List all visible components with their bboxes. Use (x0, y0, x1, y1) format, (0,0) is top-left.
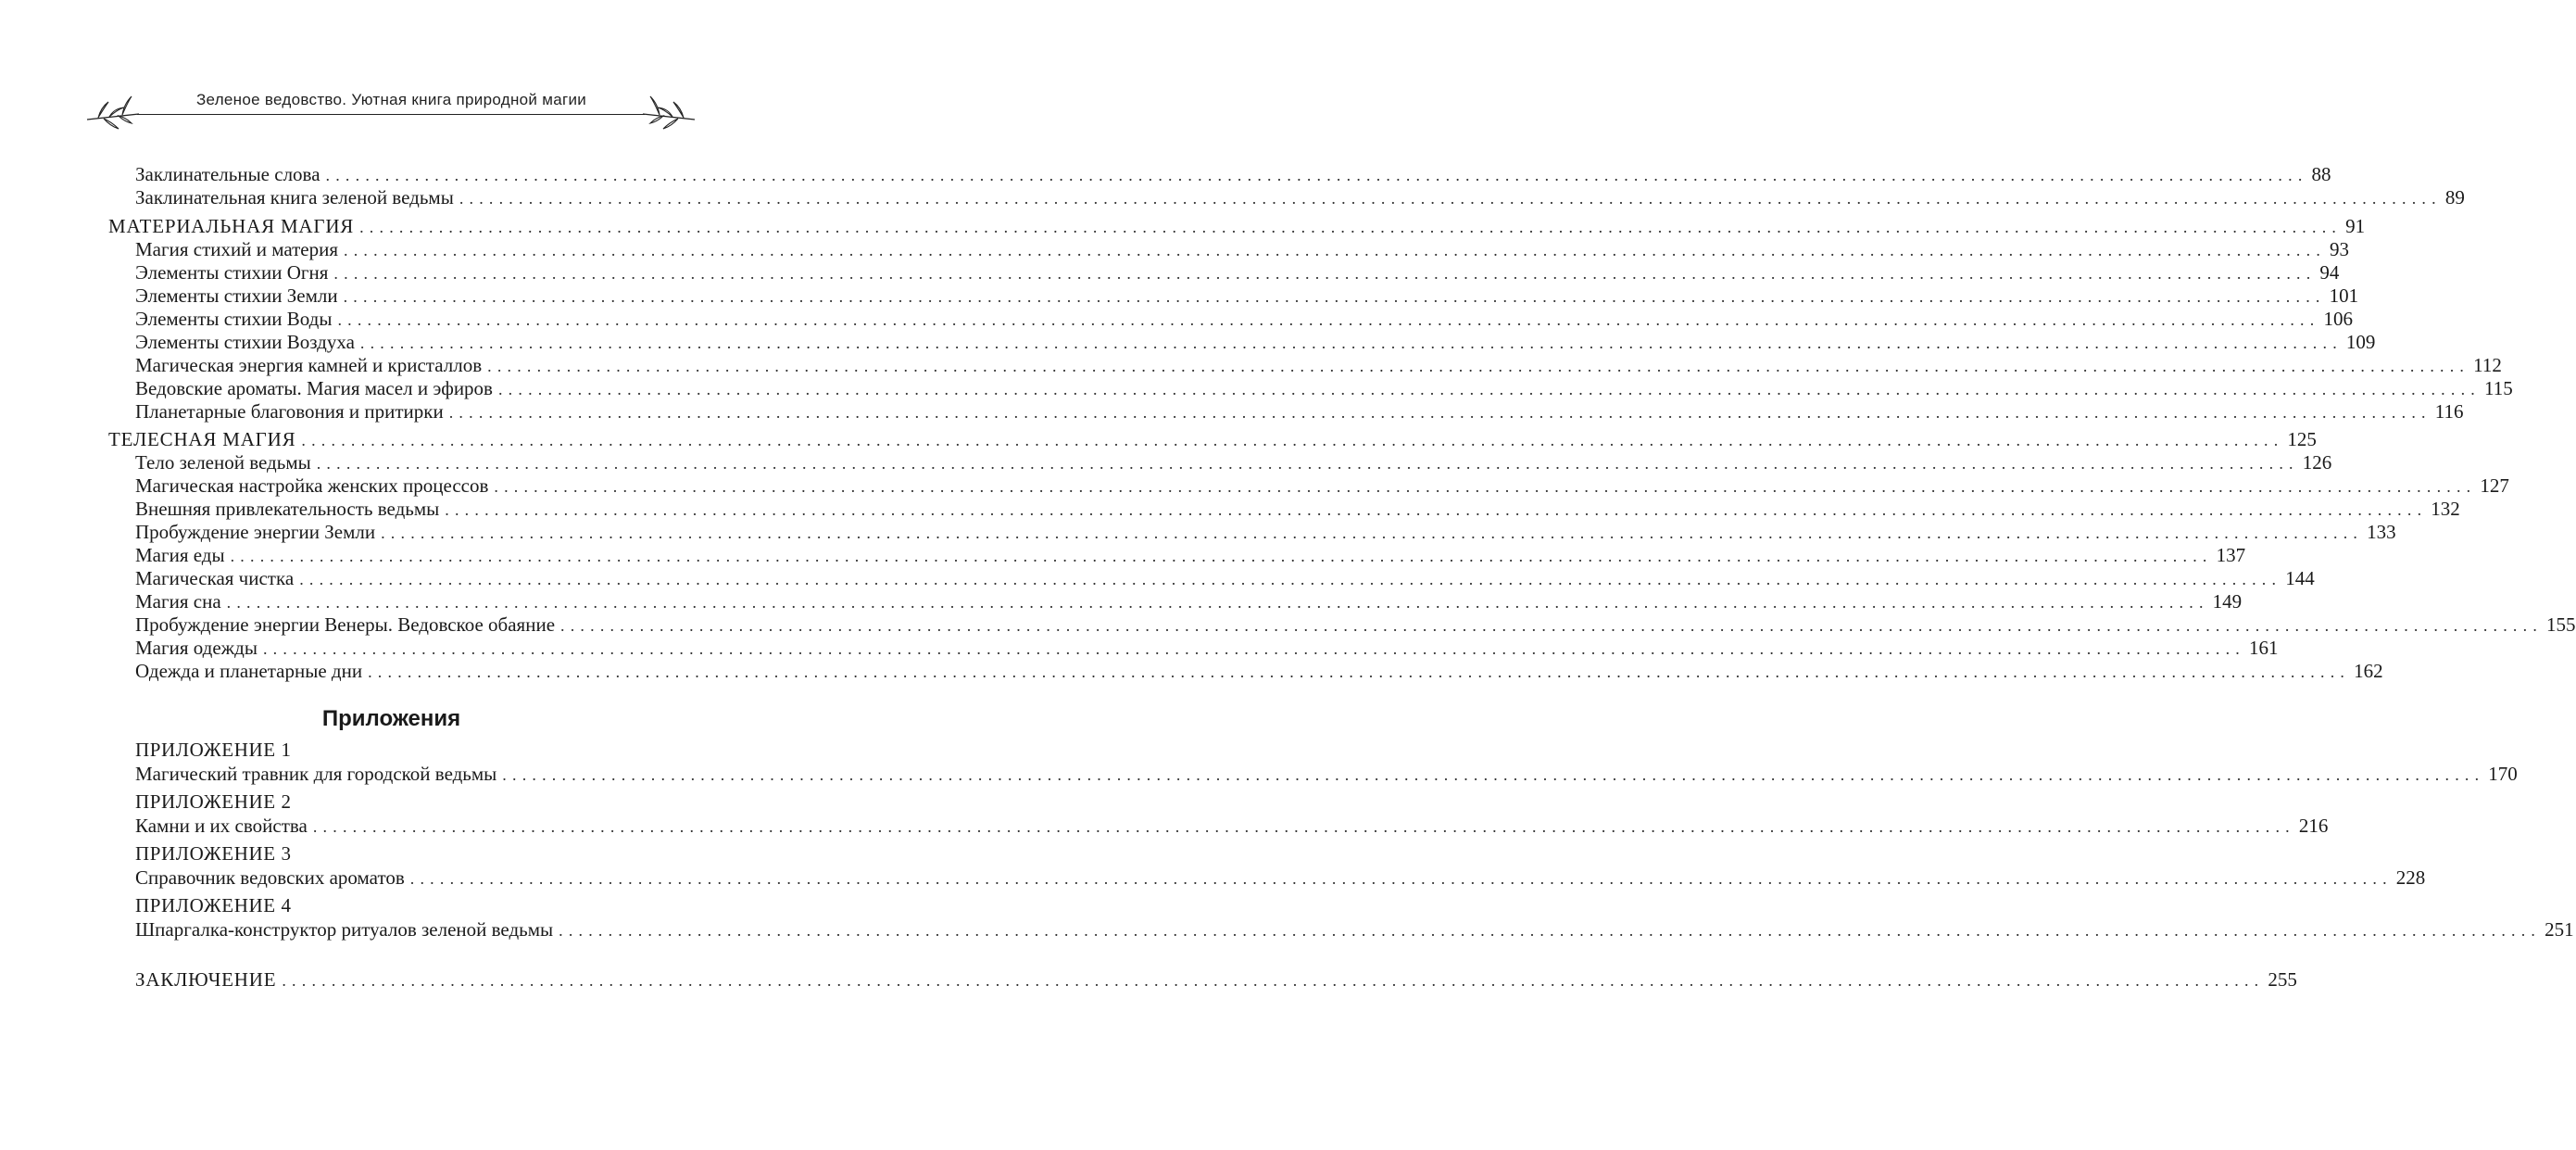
toc-entry-page: 115 (2483, 377, 2513, 399)
header-rule (137, 114, 645, 115)
toc-entry-page: 94 (2319, 261, 2340, 284)
toc-entry[interactable] (135, 163, 2331, 186)
toc-entry-page: 112 (2473, 354, 2502, 376)
toc-entry-label: Магическая настройка женских процессов (135, 474, 489, 497)
toc-entry-page: 126 (2302, 451, 2332, 474)
toc-entry-label: Одежда и планетарные дни (135, 660, 363, 682)
toc-entry[interactable] (135, 474, 2509, 498)
running-header (0, 0, 783, 130)
toc-section-label: ТЕЛЕСНАЯ МАГИЯ (108, 428, 296, 450)
header-title: Зеленое ведовство. Уютная книга природной магии (195, 91, 587, 108)
toc-entry[interactable] (135, 590, 2243, 613)
toc-entry[interactable] (135, 451, 2332, 474)
dot-leader: ........................................................................................................................................................................................................ (226, 593, 2209, 612)
appendix-entry[interactable] (135, 763, 2518, 786)
toc-entry-label: Элементы стихии Воздуха (135, 331, 355, 353)
toc-entry-page: 93 (2330, 238, 2350, 260)
toc-entry-label: Планетарные благовония и притирки (135, 400, 444, 423)
toc-entry-label: Внешняя привлекательность ведьмы (135, 498, 440, 520)
toc-entry-page: 132 (2431, 498, 2460, 520)
toc-entry-label: Заклинательная книга зеленой ведьмы (135, 186, 454, 209)
toc-entry-page: 255 (2268, 968, 2297, 991)
toc-entry[interactable] (135, 498, 2460, 521)
dot-leader: ........................................................................................................................................................................................................ (502, 765, 2485, 784)
toc-entry[interactable] (135, 308, 2353, 331)
toc-entry-page: 149 (2212, 590, 2243, 613)
toc-entry-page: 89 (2444, 186, 2465, 209)
toc-entry[interactable] (135, 284, 2359, 308)
toc-entry-label: Пробуждение энергии Земли (135, 521, 376, 543)
toc-entry[interactable] (135, 354, 2502, 377)
toc-entry-label: Магическая энергия камней и кристаллов (135, 354, 483, 376)
dot-leader: ........................................................................................................................................................................................................ (459, 189, 2442, 208)
appendix-heading: ПРИЛОЖЕНИЕ 1 (135, 739, 292, 761)
appendix-entry[interactable] (135, 918, 2574, 941)
toc-entry[interactable] (135, 261, 2340, 284)
dot-leader: ........................................................................................................................................................................................................ (381, 524, 2364, 542)
dot-leader: ........................................................................................................................................................................................................ (359, 218, 2343, 236)
leaf-ornament-right-icon (641, 89, 697, 135)
toc-entry-label: Заклинательные слова (135, 163, 320, 185)
toc-entry-label: Магическая чистка (135, 567, 295, 589)
toc-entry[interactable] (135, 637, 2279, 660)
dot-leader: ........................................................................................................................................................................................................ (344, 241, 2327, 259)
toc-section[interactable] (108, 215, 2366, 238)
dot-leader: ........................................................................................................................................................................................................ (316, 454, 2299, 473)
toc-entry-page: 133 (2367, 521, 2396, 543)
dot-leader: ........................................................................................................................................................................................................ (333, 264, 2317, 283)
toc-entry[interactable] (135, 613, 2576, 637)
dot-leader: ........................................................................................................................................................................................................ (299, 570, 2282, 588)
dot-leader: ........................................................................................................................................................................................................ (448, 403, 2431, 422)
toc-entry[interactable] (135, 377, 2513, 400)
toc-entry-label: Магия сна (135, 590, 221, 613)
dot-leader: ........................................................................................................................................................................................................ (559, 921, 2542, 940)
toc-entry[interactable] (135, 660, 2383, 683)
toc-entry[interactable] (135, 331, 2376, 354)
toc-entry-page: 137 (2216, 544, 2246, 566)
toc-entry-page: 88 (2311, 163, 2331, 185)
toc-entry-page: 125 (2287, 428, 2317, 450)
dot-leader: ........................................................................................................................................................................................................ (262, 639, 2245, 658)
appendix-entry[interactable] (135, 866, 2426, 890)
toc-entry-page: 162 (2354, 660, 2383, 682)
toc-entry[interactable] (135, 567, 2315, 590)
toc-entry-label: Ведовские ароматы. Магия масел и эфиров (135, 377, 493, 399)
appendix-entry[interactable] (135, 815, 2329, 838)
dot-leader: ........................................................................................................................................................................................................ (560, 616, 2544, 635)
toc-entry-page: 91 (2345, 215, 2366, 237)
toc-entry-page: 127 (2480, 474, 2509, 497)
toc-entry-page: 216 (2298, 815, 2329, 837)
toc-entry-label: Магия стихий и материя (135, 238, 339, 260)
appendices-title: Приложения (321, 706, 461, 731)
toc-entry-label: Тело зеленой ведьмы (135, 451, 311, 474)
dot-leader: ........................................................................................................................................................................................................ (343, 287, 2326, 306)
conclusion-entry[interactable] (135, 968, 2297, 992)
conclusion-label: ЗАКЛЮЧЕНИЕ (135, 968, 277, 991)
toc-entry-page: 109 (2345, 331, 2376, 353)
dot-leader: ........................................................................................................................................................................................................ (325, 166, 2308, 184)
toc-entry[interactable] (135, 521, 2396, 544)
appendix-heading: ПРИЛОЖЕНИЕ 2 (135, 790, 292, 813)
toc-entry-label: Элементы стихии Воды (135, 308, 333, 330)
dot-leader: ........................................................................................................................................................................................................ (409, 869, 2393, 888)
toc-entry-page: 170 (2488, 763, 2518, 785)
toc-entry-label: Элементы стихии Земли (135, 284, 338, 307)
toc-entry[interactable] (135, 544, 2246, 567)
toc-entry-label: Пробуждение энергии Венеры. Ведовское обаяние (135, 613, 556, 636)
toc-entry-page: 116 (2434, 400, 2464, 423)
appendix-entry-label: Справочник ведовских ароматов (135, 866, 405, 889)
toc-entry[interactable] (135, 238, 2350, 261)
toc-entry-label: Магия еды (135, 544, 225, 566)
toc-entry-label: Элементы стихии Огня (135, 261, 329, 284)
toc-entry-label: Магия одежды (135, 637, 258, 659)
dot-leader: ........................................................................................................................................................................................................ (337, 310, 2320, 329)
dot-leader: ........................................................................................................................................................................................................ (230, 547, 2213, 565)
toc-section-label: МАТЕРИАЛЬНАЯ МАГИЯ (108, 215, 355, 237)
toc-entry-page: 106 (2323, 308, 2353, 330)
appendix-entry-label: Камни и их свойства (135, 815, 308, 837)
toc-entry-page: 101 (2329, 284, 2359, 307)
toc-entry-page: 161 (2248, 637, 2279, 659)
appendix-heading: ПРИЛОЖЕНИЕ 3 (135, 842, 292, 865)
dot-leader: ........................................................................................................................................................................................................ (497, 380, 2481, 398)
dot-leader: ........................................................................................................................................................................................................ (445, 500, 2428, 519)
appendix-entry-label: Шпаргалка-конструктор ритуалов зеленой ведьмы (135, 918, 554, 941)
toc-entry-page: 251 (2545, 918, 2574, 941)
toc-entry[interactable] (135, 400, 2464, 423)
toc-entry-page: 155 (2546, 613, 2576, 636)
toc-entry-page: 228 (2395, 866, 2426, 889)
toc-section[interactable] (108, 428, 2317, 451)
dot-leader: ........................................................................................................................................................................................................ (301, 431, 2284, 449)
dot-leader: ........................................................................................................................................................................................................ (282, 971, 2265, 990)
dot-leader: ........................................................................................................................................................................................................ (312, 817, 2295, 836)
appendix-heading: ПРИЛОЖЕНИЕ 4 (135, 894, 292, 916)
toc-entry[interactable] (135, 186, 2465, 209)
dot-leader: ........................................................................................................................................................................................................ (359, 334, 2343, 352)
dot-leader: ........................................................................................................................................................................................................ (487, 357, 2470, 375)
dot-leader: ........................................................................................................................................................................................................ (494, 477, 2477, 496)
toc-entry-page: 144 (2285, 567, 2315, 589)
appendix-entry-label: Магический травник для городской ведьмы (135, 763, 497, 785)
dot-leader: ........................................................................................................................................................................................................ (368, 663, 2351, 681)
